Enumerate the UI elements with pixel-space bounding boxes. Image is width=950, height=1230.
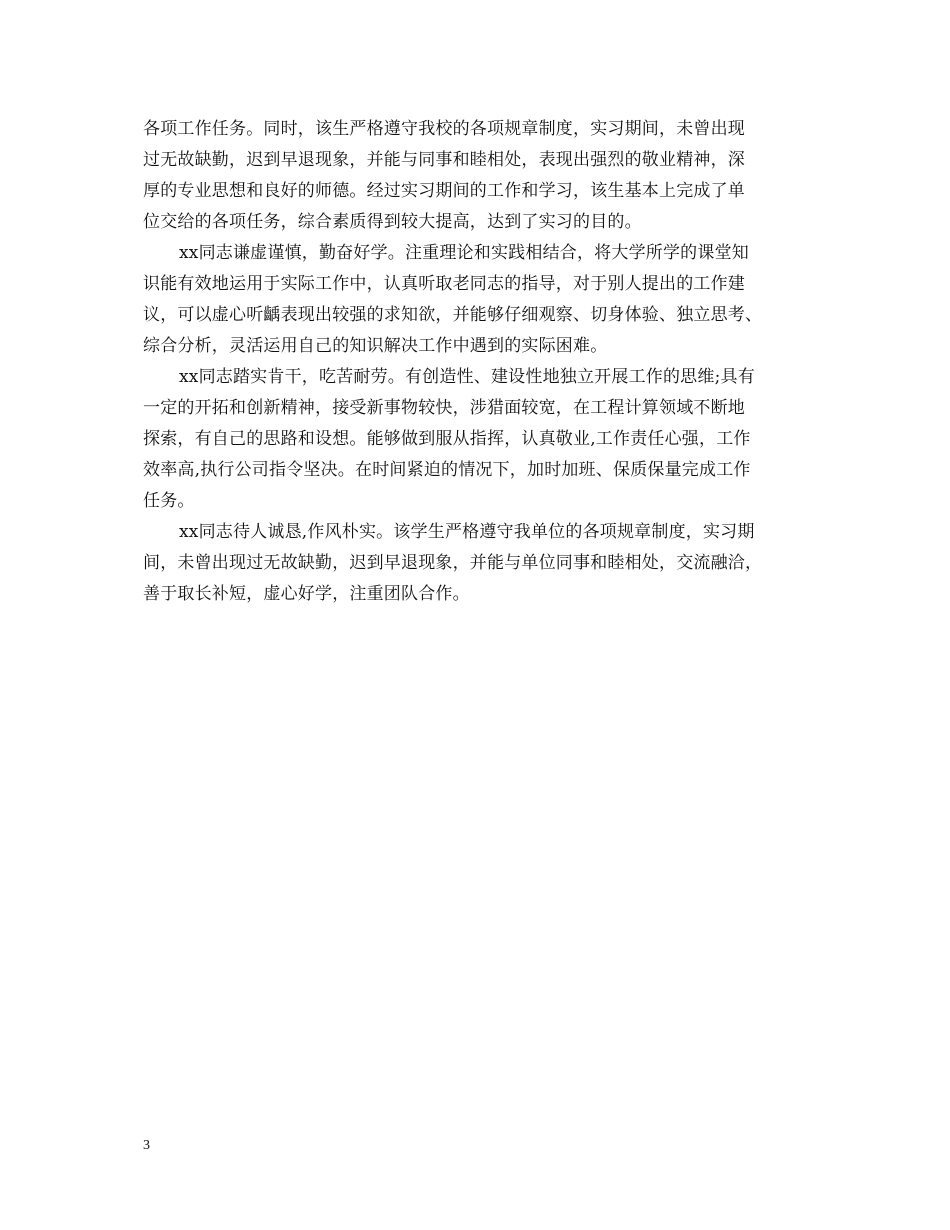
paragraph-3-line-2: 一定的开拓和创新精神，接受新事物较快，涉猎面较宽，在工程计算领域不断地 — [143, 398, 745, 418]
paragraph-3-line-3: 探索，有自己的思路和设想。能够做到服从指挥，认真敬业,工作责任心强，工作 — [143, 429, 751, 449]
paragraph-2-line-1: xx同志谦虚谨慎，勤奋好学。注重理论和实践相结合，将大学所学的课堂知 — [179, 243, 749, 263]
paragraph-1-line-1: 各项工作任务。同时，该生严格遵守我校的各项规章制度，实习期间，未曾出现 — [143, 119, 745, 139]
paragraph-2-line-2: 识能有效地运用于实际工作中，认真听取老同志的指导，对于别人提出的工作建 — [143, 274, 745, 294]
paragraph-4-line-1: xx同志待人诚恳,作风朴实。该学生严格遵守我单位的各项规章制度，实习期 — [179, 522, 755, 542]
paragraph-3-line-1: xx同志踏实肯干，吃苦耐劳。有创造性、建设性地独立开展工作的思维;具有 — [179, 367, 755, 387]
page-number: 3 — [143, 1138, 150, 1153]
document-body — [143, 114, 833, 610]
paragraph-2-line-4: 综合分析，灵活运用自己的知识解决工作中遇到的实际困难。 — [143, 336, 608, 356]
paragraph-4-line-3: 善于取长补短，虚心好学，注重团队合作。 — [143, 584, 470, 604]
paragraph-1-line-3: 厚的专业思想和良好的师德。经过实习期间的工作和学习，该生基本上完成了单 — [143, 181, 745, 201]
paragraph-1-line-2: 过无故缺勤，迟到早退现象，并能与同事和睦相处，表现出强烈的敬业精神，深 — [143, 150, 745, 170]
paragraph-3-line-4: 效率高,执行公司指令坚决。在时间紧迫的情况下，加时加班、保质保量完成工作 — [143, 460, 751, 480]
paragraph-1-line-4: 位交给的各项任务，综合素质得到较大提高，达到了实习的目的。 — [143, 212, 642, 232]
paragraph-3-line-5: 任务。 — [143, 491, 195, 511]
paragraph-4-line-2: 间，未曾出现过无故缺勤，迟到早退现象，并能与单位同事和睦相处，交流融洽， — [143, 553, 763, 573]
paragraph-2-line-3: 议，可以虚心听齲表现出较强的求知欲，并能够仔细观察、切身体验、独立思考、 — [143, 305, 763, 325]
